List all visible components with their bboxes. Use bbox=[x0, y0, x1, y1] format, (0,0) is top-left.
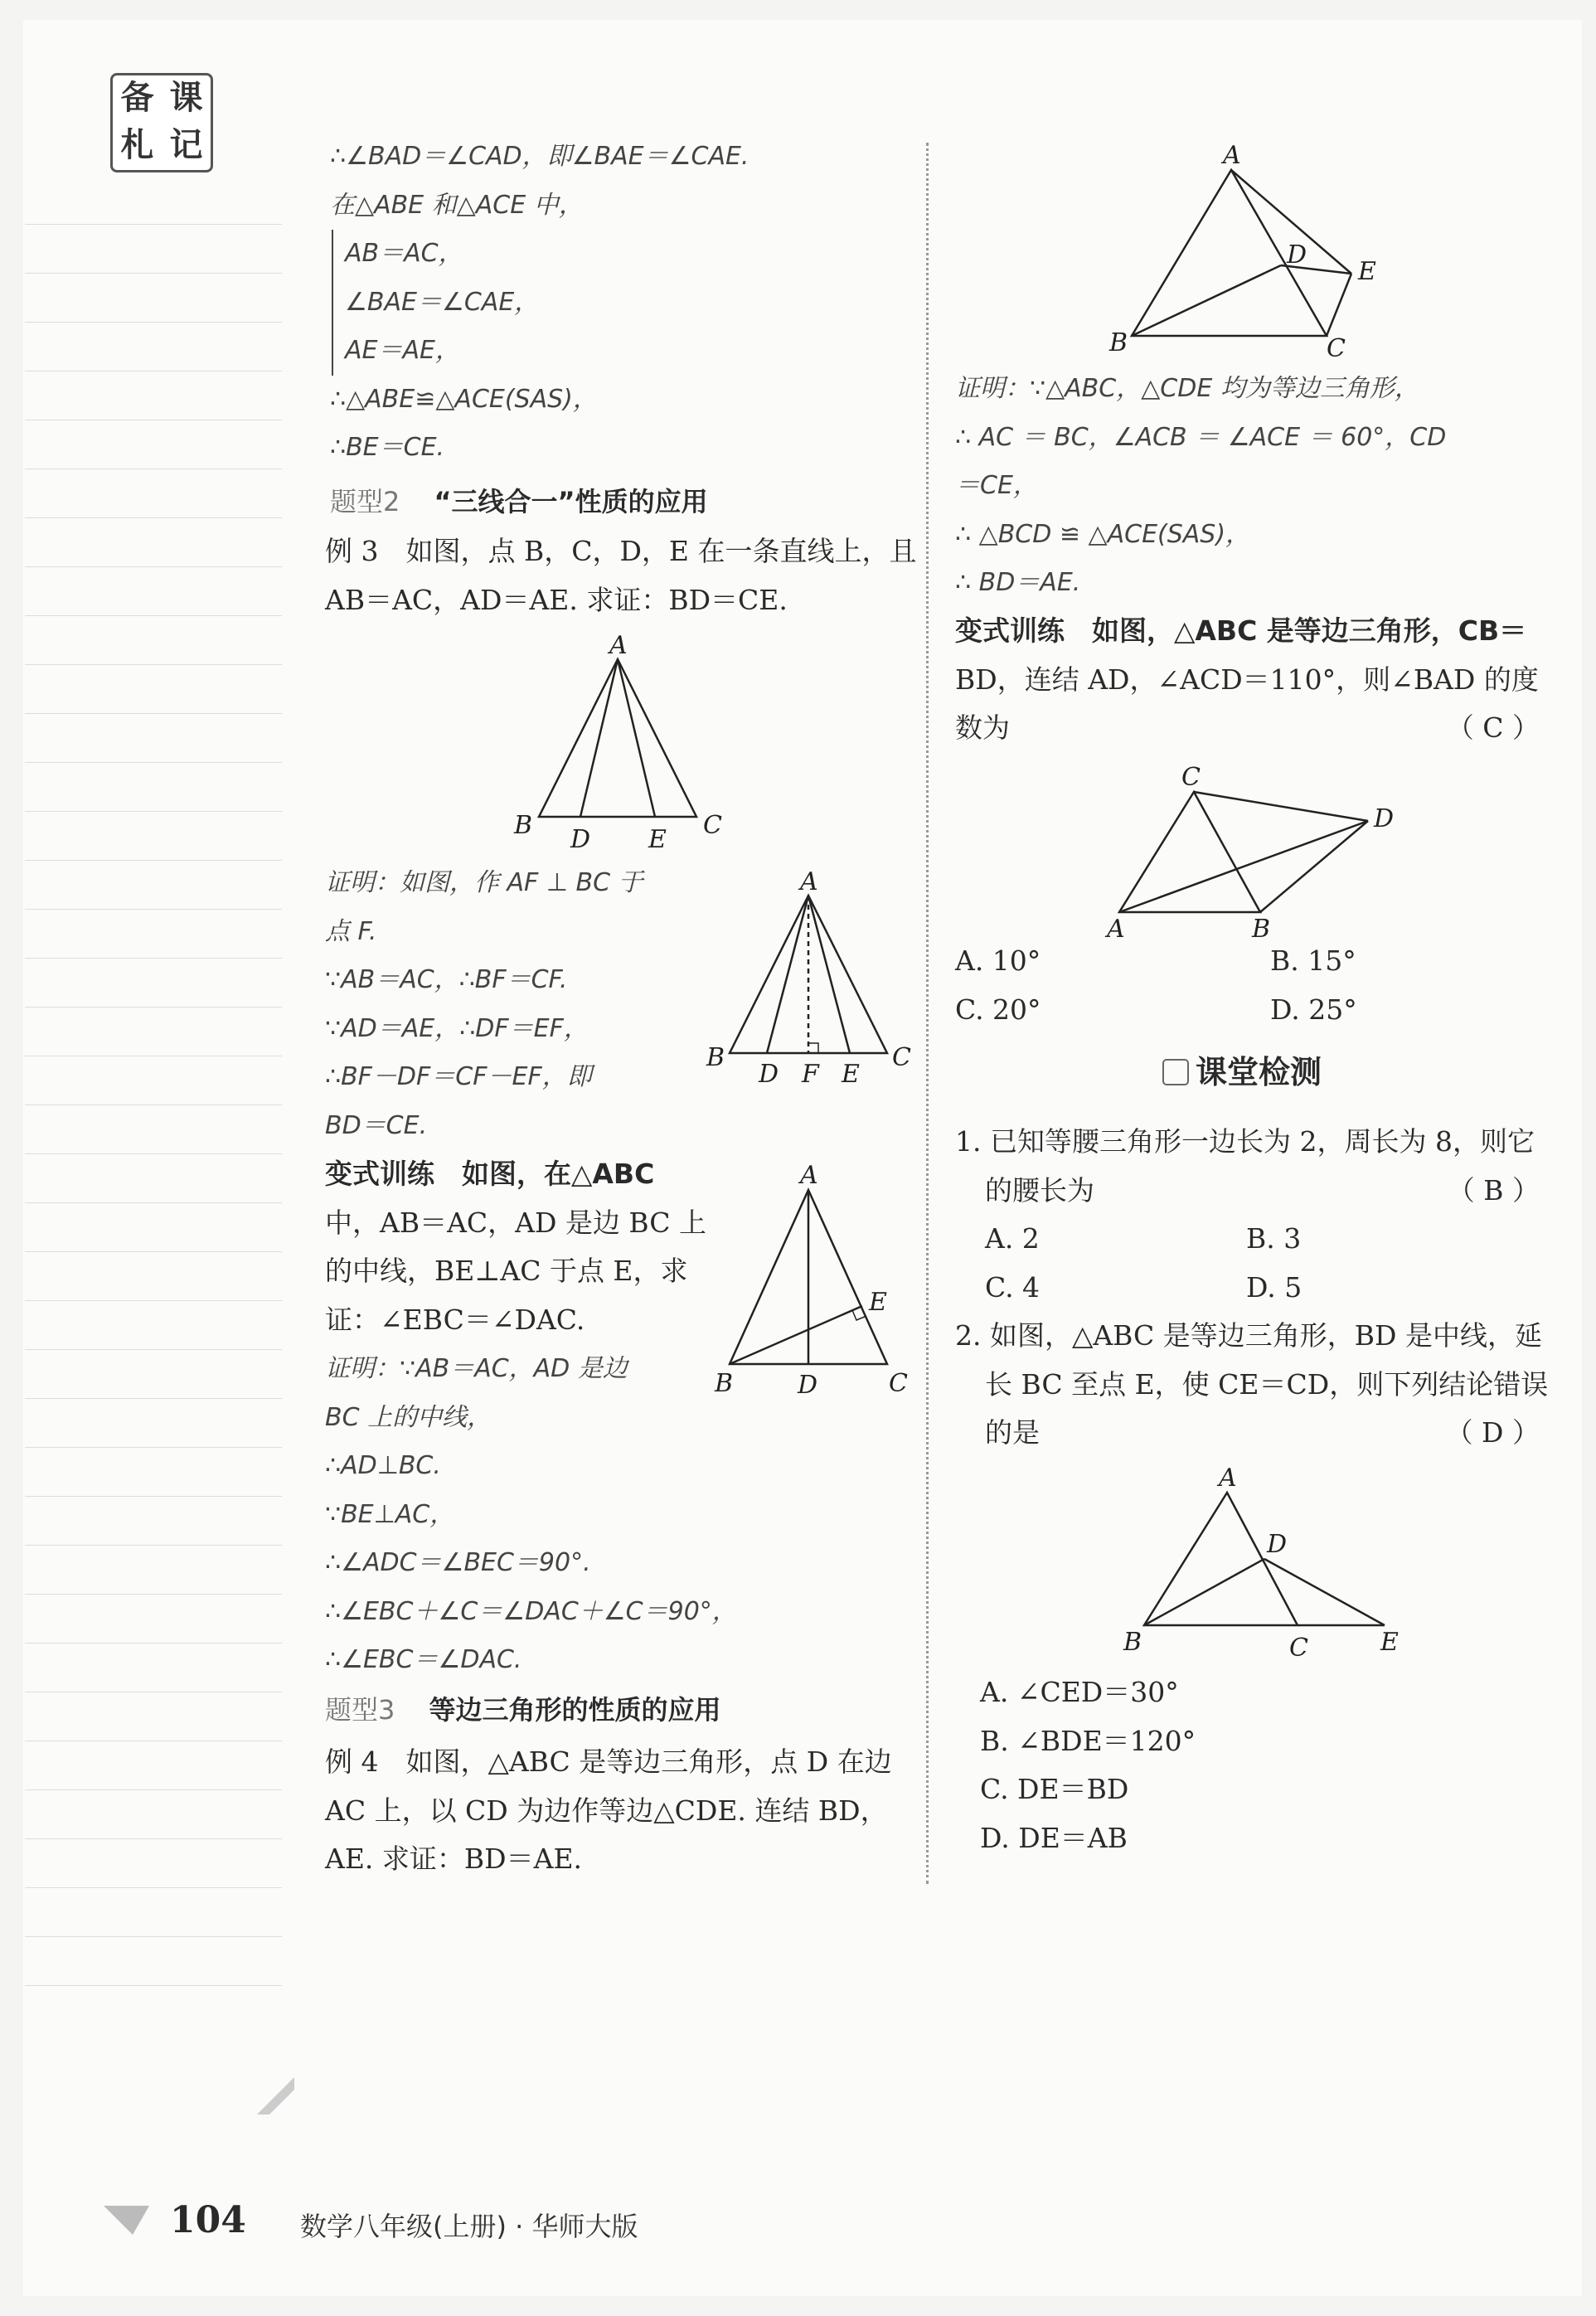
proof-1: ∴∠BAD＝∠CAD，即∠BAE＝∠CAE. 在△ABE 和△ACE 中， AB＝AC， ∠BAE＝∠CAE， AE＝AE， ∴△ABE≌△ACE(SAS)， ∴BE＝CE. bbox=[330, 142, 749, 462]
svg-text:E: E bbox=[869, 1288, 887, 1317]
svg-text:B: B bbox=[1252, 915, 1271, 944]
svg-text:A: A bbox=[800, 1161, 818, 1190]
proof-2: 证明：如图，作 AF ⊥ BC 于 点 F. ∵AB＝AC，∴BF＝CF. ∵AD＝AE，∴DF＝EF， ∴BF－DF＝CF－EF，即 BD＝CE. bbox=[325, 868, 643, 1140]
svg-text:C: C bbox=[1289, 1634, 1308, 1663]
svg-text:C: C bbox=[1181, 763, 1201, 792]
figure-variant2 bbox=[1094, 750, 1426, 954]
svg-text:E: E bbox=[842, 1060, 860, 1089]
type2-heading: 题型2 “三线合一”性质的应用 bbox=[330, 486, 708, 517]
section-heading: 课堂检测 bbox=[1162, 1046, 1322, 1092]
svg-text:D: D bbox=[1287, 240, 1307, 269]
svg-text:D: D bbox=[570, 825, 591, 854]
proof-3: 证明：∵AB＝AC，AD 是边 BC 上的中线， ∴AD⊥BC. ∵BE⊥AC， ∴∠ADC＝∠BEC＝90°. ∴∠EBC＋∠C＝∠DAC＋∠C＝90°， ∴∠EBC＝∠DAC. bbox=[325, 1354, 737, 1674]
corner-triangle-icon bbox=[253, 2073, 303, 2123]
variant2-options: A. 10° B. 15° C. 20° D. 25° bbox=[955, 944, 1357, 1026]
svg-text:F: F bbox=[802, 1060, 819, 1089]
svg-text:E: E bbox=[1380, 1628, 1399, 1657]
svg-text:C: C bbox=[703, 811, 722, 840]
question-2-options: A. ∠CED＝30° B. ∠BDE＝120° C. DE＝BD D. DE＝AB bbox=[980, 1676, 1196, 1854]
note-lines bbox=[25, 224, 282, 2034]
variant-training-1: 变式训练 如图，在△ABC 中，AB＝AC，AD 是边 BC 上 的中线，BE⊥AC 于点 E，求 证：∠EBC＝∠DAC. bbox=[325, 1158, 707, 1336]
svg-text:C: C bbox=[889, 1369, 908, 1398]
type3-heading: 题型3 等边三角形的性质的应用 bbox=[325, 1694, 721, 1726]
svg-text:E: E bbox=[648, 825, 667, 854]
svg-text:D: D bbox=[1267, 1530, 1288, 1559]
answer-blank: （ C ） bbox=[1446, 711, 1540, 744]
variant-training-2: 变式训练 如图，△ABC 是等边三角形，CB＝ BD，连结 AD，∠ACD＝110°，则∠BAD 的度 数为 （ C ） bbox=[955, 607, 1540, 753]
svg-text:A: A bbox=[800, 867, 818, 896]
figure-variant1 bbox=[705, 1157, 920, 1406]
page-number: 104 bbox=[170, 2199, 246, 2241]
footer-title: 数学八年级(上册) · 华师大版 bbox=[300, 2211, 638, 2242]
question-1: 1. 已知等腰三角形一边长为 2，周长为 8，则它 的腰长为 （ B ） A. 2 B. 3 C. 4 D. 5 bbox=[955, 1125, 1540, 1304]
svg-text:B: B bbox=[715, 1369, 734, 1398]
svg-text:B: B bbox=[1123, 1628, 1142, 1657]
svg-text:C: C bbox=[1327, 334, 1346, 361]
svg-text:A: A bbox=[1219, 1464, 1237, 1493]
page-mark-icon bbox=[99, 2197, 166, 2247]
svg-text:B: B bbox=[514, 811, 533, 840]
example-4: 例 4 如图，△ABC 是等边三角形，点 D 在边 AC 上，以 CD 为边作等边△CDE. 连结 BD， AE. 求证：BD＝AE. bbox=[325, 1745, 892, 1875]
proof-4: 证明：∵△ABC，△CDE 均为等边三角形， ∴ AC ＝ BC，∠ACB ＝ ∠ACE ＝ 60°，CD ＝CE， ∴ △BCD ≌ △ACE(SAS)， ∴ BD＝AE. bbox=[955, 374, 1447, 597]
svg-text:D: D bbox=[759, 1060, 779, 1089]
svg-text:A: A bbox=[1223, 141, 1241, 170]
figure-ex4 bbox=[1094, 137, 1426, 361]
svg-text:A: A bbox=[609, 631, 628, 660]
column-divider bbox=[926, 143, 929, 1884]
example-3: 例 3 如图，点 B，C，D，E 在一条直线上，且 AB＝AC，AD＝AE. 求证：BD＝CE. bbox=[325, 535, 917, 616]
svg-text:B: B bbox=[706, 1043, 725, 1072]
figure-proof2 bbox=[705, 862, 920, 1095]
svg-text:D: D bbox=[798, 1371, 818, 1400]
figure-ex3 bbox=[497, 630, 746, 862]
check-icon bbox=[1162, 1059, 1189, 1085]
svg-text:B: B bbox=[1109, 328, 1128, 357]
svg-text:E: E bbox=[1358, 257, 1376, 286]
notes-logo: 备 课 札 记 bbox=[110, 73, 213, 172]
figure-q2 bbox=[1103, 1459, 1451, 1675]
svg-text:D: D bbox=[1374, 804, 1395, 833]
svg-text:C: C bbox=[892, 1043, 911, 1072]
svg-text:A: A bbox=[1107, 915, 1125, 944]
question-2: 2. 如图，△ABC 是等边三角形，BD 是中线，延 长 BC 至点 E，使 CE＝CD，则下列结论错误 的是 （ D ） bbox=[955, 1319, 1549, 1449]
